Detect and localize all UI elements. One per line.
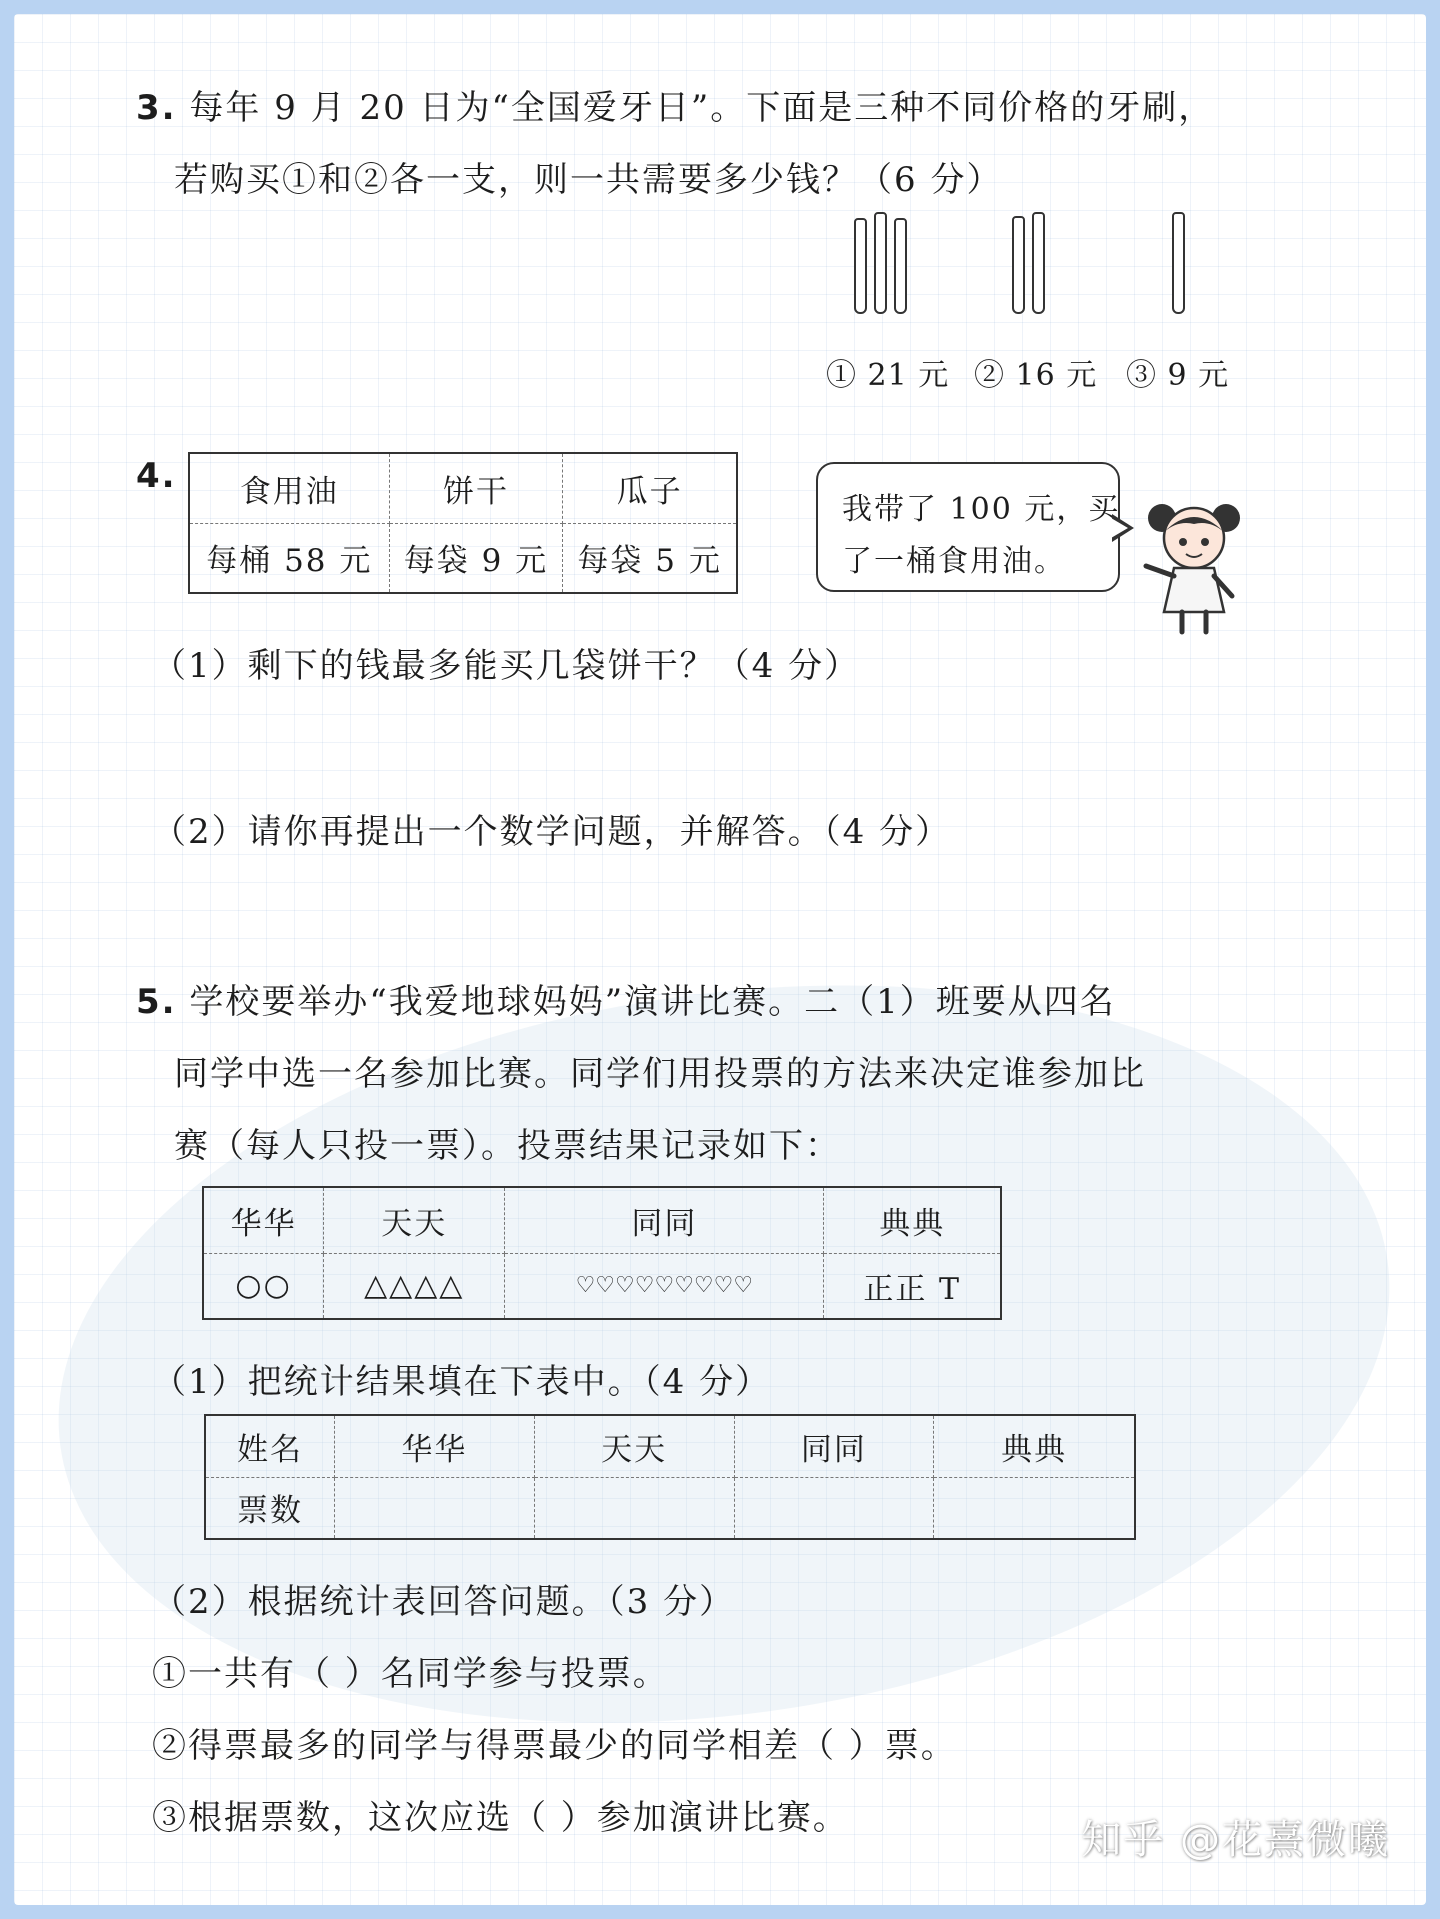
q5-text-line1: 学校要举办“我爱地球妈妈”演讲比赛。二（1）班要从四名 bbox=[189, 982, 1116, 1022]
speech-bubble bbox=[816, 462, 1120, 592]
vote-name-tongtong: 同同 bbox=[505, 1187, 824, 1253]
worksheet-page bbox=[14, 14, 1426, 1905]
vote-name-diandian: 典典 bbox=[824, 1187, 1001, 1253]
vote-record-table bbox=[202, 1186, 1002, 1320]
q4-price-biscuit: 每袋 9 元 bbox=[389, 523, 563, 593]
stat-votes-huahua-cell[interactable] bbox=[335, 1477, 535, 1539]
price-1: ① 21 元 bbox=[826, 358, 950, 393]
q5-item2: ②得票最多的同学与得票最少的同学相差（ ）票。 bbox=[152, 1726, 957, 1766]
stat-votes-label: 票数 bbox=[205, 1477, 335, 1539]
q4-sub1: （1）剩下的钱最多能买几袋饼干？（4 分） bbox=[152, 646, 861, 686]
q4-sub2: （2）请你再提出一个数学问题，并解答。（4 分） bbox=[152, 812, 952, 852]
vote-marks-huahua: ○○ bbox=[203, 1253, 324, 1319]
vote-stat-table bbox=[204, 1414, 1136, 1540]
q3-line2: 若购买①和②各一支，则一共需要多少钱？（6 分） bbox=[174, 160, 1003, 200]
q5-item1: ①一共有（ ）名同学参与投票。 bbox=[152, 1654, 669, 1694]
q5-sub1: （1）把统计结果填在下表中。（4 分） bbox=[152, 1362, 772, 1402]
stat-header-tiantian: 天天 bbox=[534, 1415, 734, 1477]
q4-price-table bbox=[188, 452, 738, 594]
stat-votes-diandian-cell[interactable] bbox=[934, 1477, 1135, 1539]
vote-name-huahua: 华华 bbox=[203, 1187, 324, 1253]
vote-marks-tongtong: ♡♡♡♡♡♡♡♡♡ bbox=[505, 1253, 824, 1319]
vote-marks-tiantian: △△△△ bbox=[324, 1253, 505, 1319]
q5-number: 5. bbox=[136, 982, 177, 1022]
stat-header-huahua: 华华 bbox=[335, 1415, 535, 1477]
q4-price-oil: 每桶 58 元 bbox=[189, 523, 389, 593]
stat-votes-tiantian-cell[interactable] bbox=[534, 1477, 734, 1539]
q3-line1 bbox=[136, 80, 1214, 129]
bubble-line2: 了一桶食用油。 bbox=[842, 544, 1066, 579]
q3-number: 3. bbox=[136, 88, 177, 128]
q5-item3: ③根据票数，这次应选（ ）参加演讲比赛。 bbox=[152, 1798, 849, 1838]
price-2: ② 16 元 bbox=[974, 358, 1098, 393]
girl-character-icon bbox=[1134, 496, 1254, 638]
stat-header-name: 姓名 bbox=[205, 1415, 335, 1477]
q5-line1 bbox=[136, 974, 1116, 1023]
vote-name-tiantian: 天天 bbox=[324, 1187, 505, 1253]
q4-price-seeds: 每袋 5 元 bbox=[563, 523, 737, 593]
q3-text-line1: 每年 9 月 20 日为“全国爱牙日”。下面是三种不同价格的牙刷， bbox=[189, 88, 1215, 128]
bubble-line1: 我带了 100 元，买 bbox=[842, 492, 1121, 527]
stat-votes-tongtong-cell[interactable] bbox=[734, 1477, 934, 1539]
stat-header-diandian: 典典 bbox=[934, 1415, 1135, 1477]
q5-line3: 赛（每人只投一票）。投票结果记录如下： bbox=[174, 1126, 841, 1166]
q4-header-oil: 食用油 bbox=[189, 453, 389, 523]
q4-header-seeds: 瓜子 bbox=[563, 453, 737, 523]
q4-header-biscuit: 饼干 bbox=[389, 453, 563, 523]
zhihu-watermark: 知乎 @花熹微曦 bbox=[1081, 1817, 1390, 1863]
q4-number: 4. bbox=[136, 456, 177, 496]
q5-sub2: （2）根据统计表回答问题。（3 分） bbox=[152, 1582, 736, 1622]
q5-line2: 同学中选一名参加比赛。同学们用投票的方法来决定谁参加比 bbox=[174, 1054, 1146, 1094]
vote-marks-diandian: 正正 T bbox=[824, 1253, 1001, 1319]
stat-header-tongtong: 同同 bbox=[734, 1415, 934, 1477]
price-3: ③ 9 元 bbox=[1126, 358, 1230, 393]
